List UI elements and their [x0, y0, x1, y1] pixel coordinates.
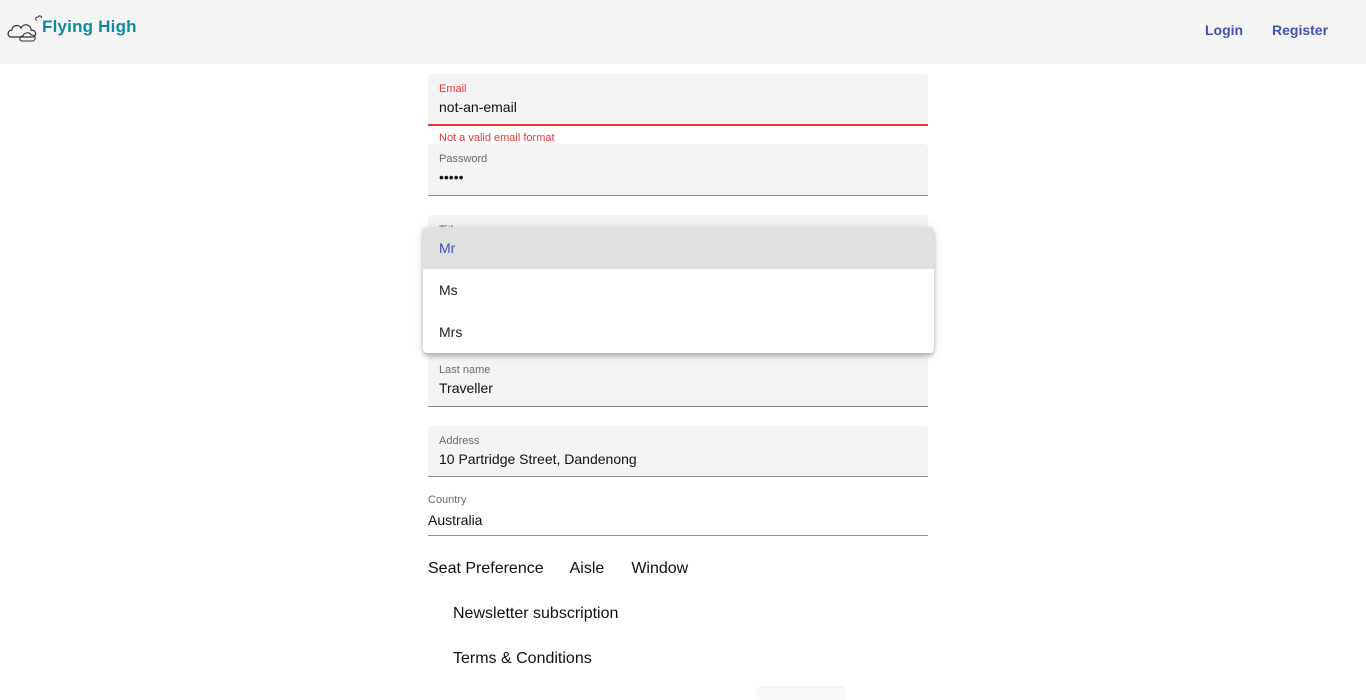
email-error-message: Not a valid email format: [439, 132, 555, 144]
seat-preference-label: Seat Preference: [428, 560, 544, 577]
last-name-field[interactable]: [428, 355, 928, 407]
newsletter-label: Newsletter subscription: [453, 605, 619, 622]
last-name-value: Traveller: [439, 380, 493, 396]
title-dropdown-menu: [423, 227, 934, 353]
seat-preference-group: [428, 559, 715, 579]
terms-checkbox[interactable]: [453, 650, 592, 668]
app-header: [0, 0, 1366, 64]
seat-option-aisle[interactable]: Aisle: [569, 560, 605, 577]
brand-name: Flying High: [42, 17, 137, 36]
email-field[interactable]: [428, 74, 928, 126]
submit-button[interactable]: [757, 688, 845, 700]
password-field[interactable]: [428, 144, 928, 196]
title-option-ms[interactable]: Ms: [439, 282, 458, 298]
cloud-icon: [6, 11, 42, 43]
seat-option-window[interactable]: Window: [631, 560, 689, 577]
last-name-label: Last name: [439, 364, 491, 376]
terms-label: Terms & Conditions: [453, 650, 592, 667]
email-label: Email: [439, 83, 467, 95]
register-link[interactable]: Register: [1272, 22, 1329, 38]
login-link[interactable]: Login: [1205, 22, 1244, 38]
country-label: Country: [428, 494, 467, 506]
password-value: •••••: [439, 169, 464, 185]
country-value: Australia: [428, 512, 483, 528]
brand-logo[interactable]: [6, 10, 137, 44]
email-value: not-an-email: [439, 99, 517, 115]
address-value: 10 Partridge Street, Dandenong: [439, 451, 637, 467]
country-select[interactable]: [428, 493, 928, 536]
newsletter-checkbox[interactable]: [453, 605, 618, 623]
password-label: Password: [439, 153, 488, 165]
title-option-mr[interactable]: Mr: [423, 227, 934, 269]
address-field[interactable]: [428, 426, 928, 477]
address-label: Address: [439, 435, 480, 447]
title-option-mrs[interactable]: Mrs: [439, 324, 463, 340]
